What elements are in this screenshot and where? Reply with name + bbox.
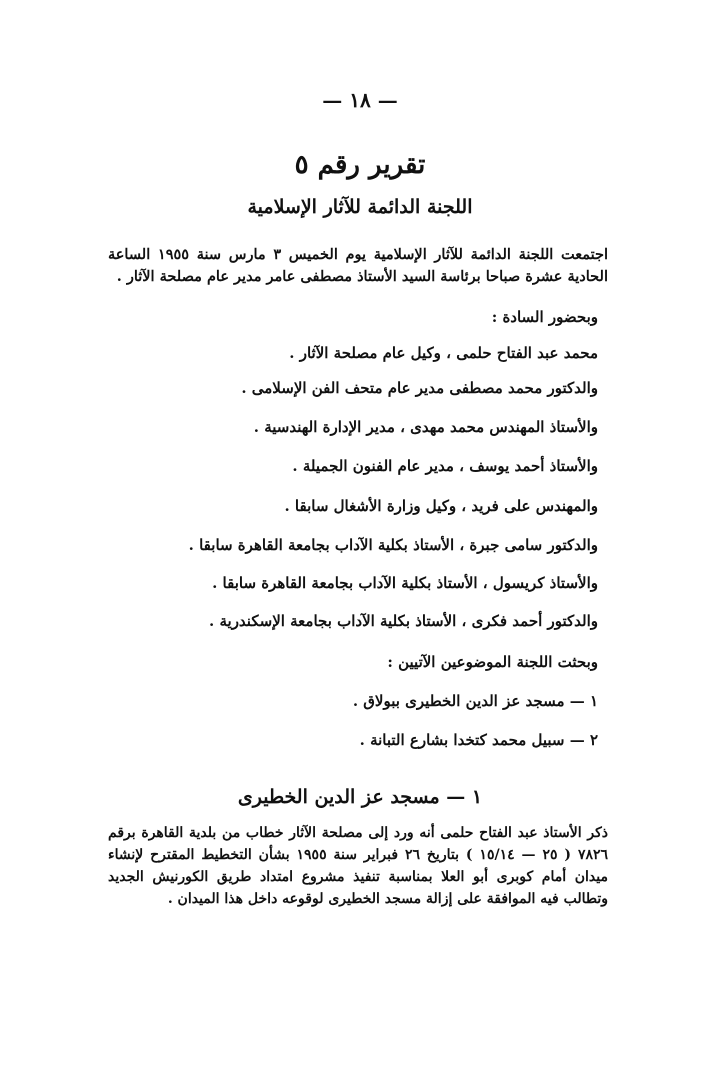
- attendee-line: محمد عبد الفتاح حلمى ، وكيل عام مصلحة الآثار .: [289, 344, 598, 362]
- attendee-line: والأستاذ المهندس محمد مهدى ، مدير الإدارة الهندسية .: [253, 418, 598, 436]
- attendee-line: والمهندس على فريد ، وكيل وزارة الأشغال سابقا .: [284, 497, 598, 515]
- attendee-line: والأستاذ كريسول ، الأستاذ بكلية الآداب بجامعة القاهرة سابقا .: [212, 574, 598, 592]
- intro-paragraph: اجتمعت اللجنة الدائمة للآثار الإسلامية يوم الخميس ٣ مارس سنة ١٩٥٥ الساعة الحادية عشرة صباحا برئاسة السيد الأستاذ مصطفى عامر مدير عام مصلحة الآثار .: [108, 246, 608, 285]
- attendance-label: وبحضور السادة :: [491, 308, 598, 326]
- committee-title: اللجنة الدائمة للآثار الإسلامية: [247, 196, 473, 218]
- page-number: — ١٨ —: [322, 88, 398, 112]
- report-title: تقرير رقم ٥: [294, 150, 426, 180]
- topic-item: ٢ — سبيل محمد كتخدا بشارع التبانة .: [359, 731, 598, 749]
- topics-label: وبحثت اللجنة الموضوعين الآتيين :: [387, 653, 598, 671]
- attendee-line: والأستاذ أحمد يوسف ، مدير عام الفنون الجميلة .: [292, 457, 598, 475]
- attendee-line: والدكتور محمد مصطفى مدير عام متحف الفن الإسلامى .: [241, 379, 598, 397]
- topic-item: ١ — مسجد عز الدين الخطيرى ببولاق .: [352, 692, 598, 710]
- section-paragraph: ذكر الأستاذ عبد الفتاح حلمى أنه ورد إلى مصلحة الآثار خطاب من بلدية القاهرة برقم ٧٨٢٦ ( ٢٥ — ١٥/١٤ ) بتاريخ ٢٦ فبراير سنة ١٩٥٥ بشأن التخطيط المقترح لإنشاء ميدان أمام كوبرى أبو العلا بمناسبة تنفيذ مشروع امتداد طريق الكورنيش الجديد وتطالب فيه الموافقة على إزالة مسجد الخطيرى لوقوعه داخل هذا الميدان .: [108, 825, 609, 907]
- attendee-line: والدكتور أحمد فكرى ، الأستاذ بكلية الآداب بجامعة الإسكندرية .: [209, 612, 598, 630]
- section-heading: ١ — مسجد عز الدين الخطيرى: [237, 786, 483, 808]
- attendee-line: والدكتور سامى جبرة ، الأستاذ بكلية الآداب بجامعة القاهرة سابقا .: [188, 536, 598, 554]
